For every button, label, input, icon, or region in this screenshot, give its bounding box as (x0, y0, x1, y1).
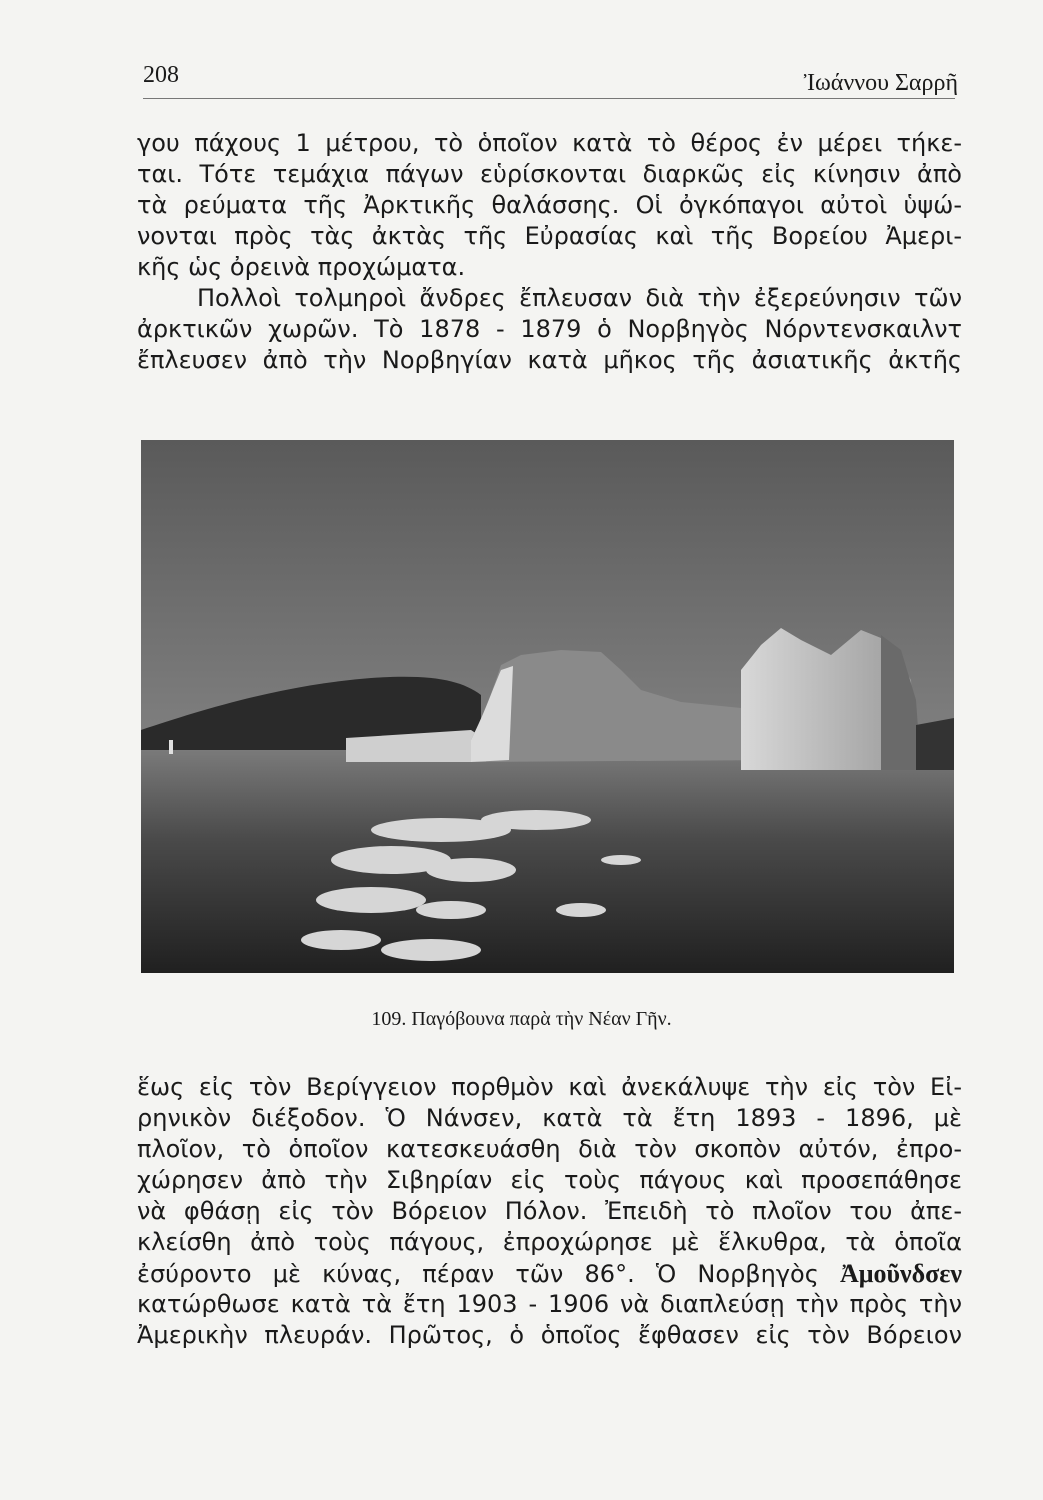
text-line: ἕως εἰς τὸν Βερίγγειον πορθμὸν καὶ ἀνεκάλυψε τὴν εἰς τὸν Εἰ- (137, 1073, 962, 1101)
page-header (143, 60, 958, 100)
text-line: κλείσθη ἀπὸ τοὺς πάγους, ἐπροχώρησε μὲ ἕλκυθρα, τὰ ὁποῖα (137, 1228, 962, 1256)
text-line: ται. Τότε τεμάχια πάγων εὑρίσκονται διαρκῶς εἰς κίνησιν ἀπὸ (137, 160, 962, 188)
text-line: χώρησεν ἀπὸ τὴν Σιβηρίαν εἰς τοὺς πάγους καὶ προσεπάθησε (137, 1166, 962, 1194)
text-line-with-name (137, 1258, 962, 1289)
page-number: 208 (143, 62, 179, 88)
text-line: τὰ ρεύματα τῆς Ἀρκτικῆς θαλάσσης. Οἱ ὀγκόπαγοι αὐτοὶ ὑψώ- (137, 191, 962, 219)
bold-name: Ἀμοῦνδσεν (840, 1259, 963, 1288)
text-line: ἐσύροντο μὲ κύνας, πέραν τῶν 86°. Ὁ Νορβηγὸς (137, 1260, 819, 1288)
text-line: νὰ φθάσῃ εἰς τὸν Βόρειον Πόλον. Ἐπειδὴ τὸ πλοῖον του ἀπε- (137, 1197, 962, 1225)
bottom-paragraphs (137, 1072, 962, 1351)
iceberg-photo-drawing (141, 440, 954, 973)
text-line: πλοῖον, τὸ ὁποῖον κατεσκευάσθη διὰ τὸν σκοπὸν αὐτόν, ἐπρο- (137, 1135, 962, 1163)
header-rule (143, 98, 955, 99)
running-title: Ἰωάννου Σαρρῆ (803, 70, 958, 96)
text-line: κατώρθωσε κατὰ τὰ ἔτη 1903 - 1906 νὰ διαπλεύσῃ τὴν πρὸς τὴν (137, 1290, 962, 1318)
text-line: γου πάχους 1 μέτρου, τὸ ὁποῖον κατὰ τὸ θέρος ἐν μέρει τήκε- (137, 129, 962, 157)
text-line: ρηνικὸν διέξοδον. Ὁ Νάνσεν, κατὰ τὰ ἔτη 1893 - 1896, μὲ (137, 1104, 962, 1132)
figure-caption: 109. Παγόβουνα παρὰ τὴν Νέαν Γῆν. (371, 1008, 672, 1030)
top-paragraphs (137, 128, 962, 376)
text-line: κῆς ὡς ὀρεινὰ προχώματα. (137, 253, 466, 281)
text-line: Πολλοὶ τολμηροὶ ἄνδρες ἔπλευσαν διὰ τὴν ἐξερεύνησιν τῶν (197, 284, 962, 312)
text-line: ἀρκτικῶν χωρῶν. Τὸ 1878 - 1879 ὁ Νορβηγὸς Νόρντενσκαιλντ (137, 315, 962, 343)
iceberg-photograph (141, 440, 954, 973)
text-line: νονται πρὸς τὰς ἀκτὰς τῆς Εὐρασίας καὶ τῆς Βορείου Ἀμερι- (137, 222, 962, 250)
text-line: ἔπλευσεν ἀπὸ τὴν Νορβηγίαν κατὰ μῆκος τῆς ἀσιατικῆς ἀκτῆς (137, 346, 962, 374)
text-line: Ἀμερικὴν πλευράν. Πρῶτος, ὁ ὁποῖος ἔφθασεν εἰς τὸν Βόρειον (137, 1321, 962, 1349)
